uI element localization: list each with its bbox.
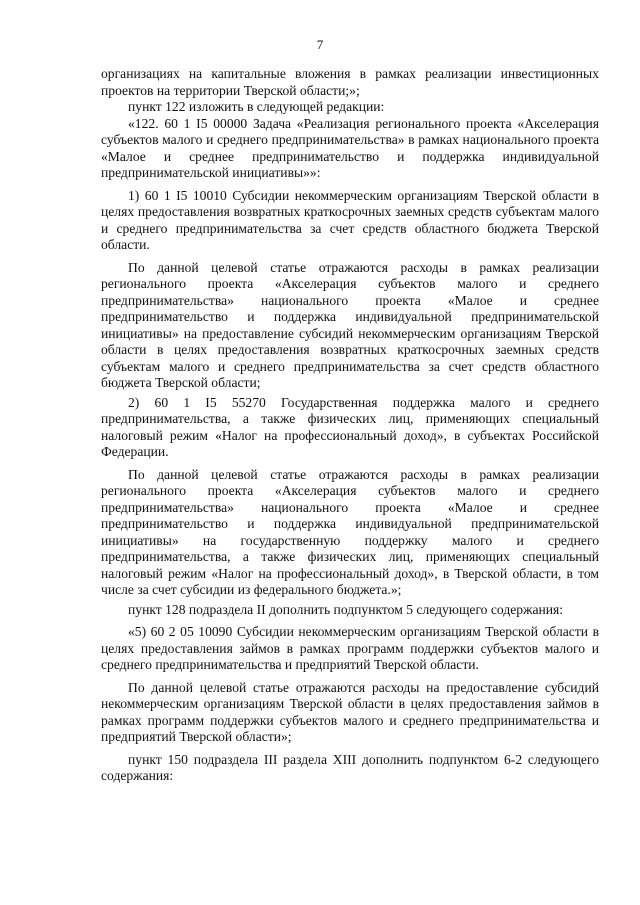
paragraph: пункт 128 подраздела II дополнить подпунктом 5 следующего содержания:	[128, 601, 564, 617]
paragraph: «5) 60 2 05 10090 Субсидии некоммерческим организациям Тверской области в целях предоставления займов в рамках программ поддержки субъектов малого и среднего предпринимательства и предприятий Тверской области.	[101, 624, 599, 672]
paragraph: пункт 150 подраздела III раздела XIII дополнить подпунктом 6-2 следующего содержания:	[101, 751, 599, 783]
paragraph: «122. 60 1 I5 00000 Задача «Реализация регионального проекта «Акселерация субъектов малого и среднего предпринимательства» в рамках национального проекта «Малое и среднее предпринимательство и поддержка индивидуальной предпринимательской инициативы»»:	[101, 115, 599, 180]
paragraph: По данной целевой статье отражаются расходы в рамках реализации регионального проекта «Акселерация субъектов малого и среднего предпринимательства» национального проекта «Малое и среднее предпринимательство и поддержка индивидуальной предпринимательской инициативы» на предоставление субсидий некоммерческим организациям Тверской области в целях предоставления возвратных краткосрочных заемных средств субъектам малого и среднего предпринимательства за счет средств областного бюджета Тверской области;	[101, 259, 599, 390]
paragraph: 2) 60 1 I5 55270 Государственная поддержка малого и среднего предпринимательства, а также физических лиц, применяющих специальный налоговый режим «Налог на профессиональный доход», в субъектах Российской Федерации.	[101, 394, 599, 459]
document-body	[101, 66, 599, 785]
paragraph: 1) 60 1 I5 10010 Субсидии некоммерческим организациям Тверской области в целях предоставления возвратных краткосрочных заемных средств субъектам малого и среднего предпринимательства за счет средств областного бюджета Тверской области.	[101, 187, 599, 252]
page-number: 7	[316, 37, 324, 52]
paragraph: По данной целевой статье отражаются расходы на предоставление субсидий некоммерческим организациям Тверской области в целях предоставления займов в рамках программ поддержки субъектов малого и среднего предпринимательства и предприятий Тверской области»;	[101, 679, 599, 744]
paragraph: По данной целевой статье отражаются расходы в рамках реализации регионального проекта «Акселерация субъектов малого и среднего предпринимательства» национального проекта «Малое и среднее предпринимательство и поддержка индивидуальной предпринимательской инициативы» на государственную поддержку малого и среднего предпринимательства, а также физических лиц, применяющих специальный налоговый режим «Налог на профессиональный доход», в Тверской области, в том числе за счет субсидии из федерального бюджета.»;	[101, 466, 599, 597]
paragraph: организациях на капитальные вложения в рамках реализации инвестиционных проектов на территории Тверской области;»;	[101, 66, 599, 98]
paragraph: пункт 122 изложить в следующей редакции:	[128, 99, 385, 114]
